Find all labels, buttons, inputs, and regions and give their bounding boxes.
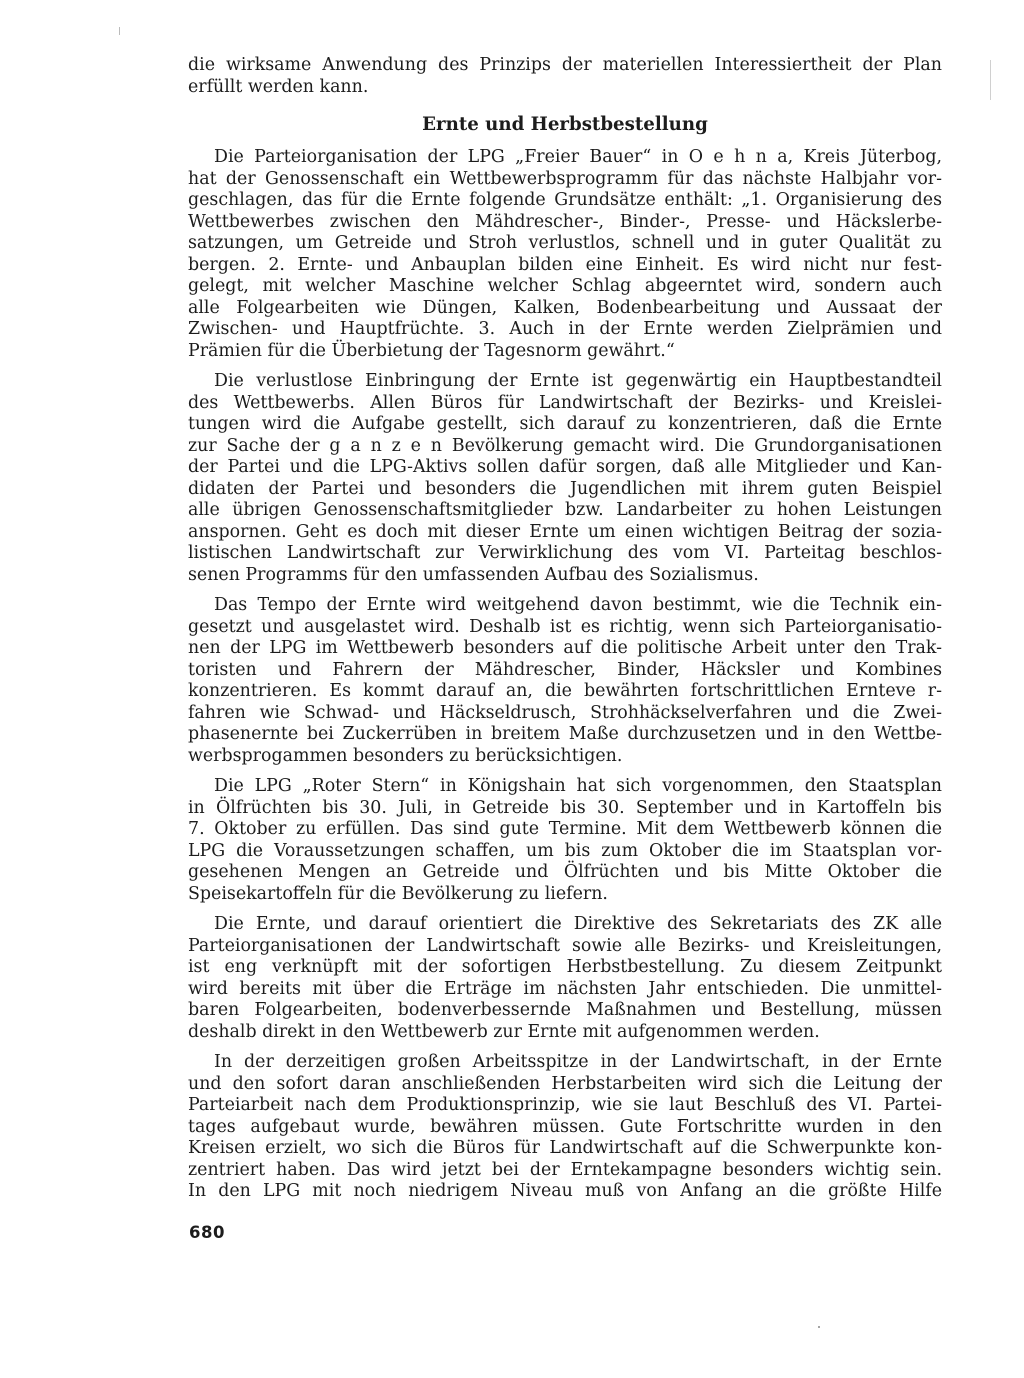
text-line: LPG die Voraussetzungen schaffen, um bis zum Oktober die im Staatsplan vor- bbox=[188, 840, 942, 861]
text-line: gesehenen Mengen an Getreide und Ölfrüchten und bis Mitte Oktober die bbox=[188, 862, 942, 882]
text-line: phasenernte bei Zuckerrüben in breitem Maße durchzusetzen und in den Wettbe- bbox=[188, 724, 942, 744]
text-line: satzungen, um Getreide und Stroh verlustlos, schnell und in guter Qualität zu bbox=[188, 233, 942, 253]
text-line: Kreisen erzielt, wo sich die Büros für Landwirtschaft auf die Schwerpunkte kon- bbox=[188, 1138, 942, 1158]
text-line: In den LPG mit noch niedrigem Niveau muß von Anfang an die größte Hilfe bbox=[188, 1181, 942, 1201]
text-line: alle Folgearbeiten wie Düngen, Kalken, Bodenbearbeitung und Aussaat der bbox=[188, 297, 942, 318]
text-line: In der derzeitigen großen Arbeitsspitze in der Landwirtschaft, in der Ernte bbox=[214, 1052, 942, 1072]
text-line: des Wettbewerbs. Allen Büros für Landwirtschaft der Bezirks- und Kreislei- bbox=[188, 392, 942, 413]
text-line: Zwischen- und Hauptfrüchte. 3. Auch in der Ernte werden Zielprämien und bbox=[188, 319, 942, 339]
body-text bbox=[188, 147, 942, 1203]
text-line: listischen Landwirtschaft zur Verwirklichung des vom VI. Parteitag beschlos- bbox=[188, 543, 942, 563]
document-page bbox=[188, 55, 942, 1203]
text-line: Parteiorganisationen der Landwirtschaft sowie alle Bezirks- und Kreisleitungen, bbox=[188, 935, 942, 956]
text-line: Speisekartoffeln für die Bevölkerung zu liefern. bbox=[188, 883, 608, 904]
text-line: Die verlustlose Einbringung der Ernte ist gegenwärtig ein Hauptbestandteil bbox=[214, 371, 942, 391]
text-line: tungen wird die Aufgabe gestellt, sich darauf zu konzentrieren, daß die Ernte bbox=[188, 414, 942, 434]
text-line: 7. Oktober zu erfüllen. Das sind gute Termine. Mit dem Wettbewerb können die bbox=[188, 819, 942, 839]
text-line: nen der LPG im Wettbewerb besonders auf die politische Arbeit unter den Trak- bbox=[188, 638, 942, 658]
scan-mark bbox=[119, 27, 120, 35]
text-line: gelegt, mit welcher Maschine welcher Schlag abgeerntet wird, sondern auch bbox=[188, 276, 942, 296]
text-line: bergen. 2. Ernte- und Anbauplan bilden eine Einheit. Es wird nicht nur fest- bbox=[188, 254, 942, 275]
paragraph bbox=[188, 147, 942, 362]
text-line: tages aufgebaut wurde, bewähren müssen. Gute Fortschritte wurden in den bbox=[188, 1116, 942, 1137]
paragraph bbox=[188, 914, 942, 1043]
text-line: Die Ernte, und darauf orientiert die Direktive des Sekretariats des ZK alle bbox=[214, 914, 942, 934]
scan-speck bbox=[818, 1326, 820, 1328]
text-line: werbsprogammen besonders zu berücksichtigen. bbox=[188, 745, 623, 766]
text-line: Prämien für die Überbietung der Tagesnorm gewährt.“ bbox=[188, 340, 675, 361]
text-line: in Ölfrüchten bis 30. Juli, in Getreide bis 30. September und in Kartoffeln bis bbox=[188, 797, 942, 818]
text-line: ist eng verknüpft mit der sofortigen Herbstbestellung. Zu diesem Zeitpunkt bbox=[188, 957, 942, 977]
section-heading: Ernte und Herbstbestellung bbox=[422, 114, 708, 135]
text-line: fahren wie Schwad- und Häckseldrusch, Strohhäckselverfahren und die Zwei- bbox=[188, 702, 942, 723]
text-line: senen Programms für den umfassenden Aufbau des Sozialismus. bbox=[188, 564, 759, 585]
paragraph bbox=[188, 1052, 942, 1203]
paragraph bbox=[188, 371, 942, 586]
text-line: anspornen. Geht es doch mit dieser Ernte um einen wichtigen Beitrag der sozia- bbox=[188, 521, 942, 542]
text-line: zur Sache der g a n z e n Bevölkerung gemacht wird. Die Grundorganisationen bbox=[188, 435, 942, 456]
text-line: wird bereits mit über die Erträge im nächsten Jahr entschieden. Die unmittel- bbox=[188, 978, 942, 999]
text-line: die wirksame Anwendung des Prinzips der materiellen Interessiertheit der Plan bbox=[188, 55, 942, 75]
paragraph bbox=[188, 595, 942, 767]
text-line: Die Parteiorganisation der LPG „Freier Bauer“ in O e h n a, Kreis Jüterbog, bbox=[214, 147, 942, 167]
text-line: deshalb direkt in den Wettbewerb zur Ernte mit aufgenommen werden. bbox=[188, 1021, 820, 1042]
text-line: hat der Genossenschaft ein Wettbewerbsprogramm für das nächste Halbjahr vor- bbox=[188, 168, 942, 189]
text-line: Das Tempo der Ernte wird weitgehend davon bestimmt, wie die Technik ein- bbox=[214, 595, 942, 615]
intro-paragraph bbox=[188, 55, 942, 98]
scan-mark bbox=[990, 60, 991, 100]
text-line: konzentrieren. Es kommt darauf an, die bewährten fortschrittlichen Ernteve r- bbox=[188, 681, 942, 701]
text-line: und den sofort daran anschließenden Herbstarbeiten wird sich die Leitung der bbox=[188, 1073, 942, 1094]
text-line: zentriert haben. Das wird jetzt bei der Erntekampagne besonders wichtig sein. bbox=[188, 1159, 942, 1180]
page-number: 680 bbox=[189, 1223, 225, 1242]
text-line: baren Folgearbeiten, bodenverbessernde Maßnahmen und Bestellung, müssen bbox=[188, 1000, 942, 1020]
text-line: didaten der Partei und besonders die Jugendlichen mit ihrem guten Beispiel bbox=[188, 478, 942, 499]
text-line: der Partei und die LPG-Aktivs sollen dafür sorgen, daß alle Mitglieder und Kan- bbox=[188, 457, 942, 477]
text-line: Parteiarbeit nach dem Produktionsprinzip, wie sie laut Beschluß des VI. Partei- bbox=[188, 1095, 942, 1115]
text-line: toristen und Fahrern der Mähdrescher, Binder, Häcksler und Kombines bbox=[188, 659, 942, 680]
text-line: Die LPG „Roter Stern“ in Königshain hat sich vorgenommen, den Staatsplan bbox=[214, 776, 942, 796]
text-line: gesetzt und ausgelastet wird. Deshalb ist es richtig, wenn sich Parteiorganisatio- bbox=[188, 616, 942, 637]
paragraph bbox=[188, 776, 942, 905]
text-line: Wettbewerbes zwischen den Mähdrescher-, Binder-, Presse- und Häckslerbe- bbox=[188, 211, 942, 232]
text-line: geschlagen, das für die Ernte folgende Grundsätze enthält: „1. Organisierung des bbox=[188, 190, 942, 210]
text-line: alle übrigen Genossenschaftsmitglieder bzw. Landarbeiter zu hohen Leistungen bbox=[188, 500, 942, 520]
text-line: erfüllt werden kann. bbox=[188, 76, 369, 97]
